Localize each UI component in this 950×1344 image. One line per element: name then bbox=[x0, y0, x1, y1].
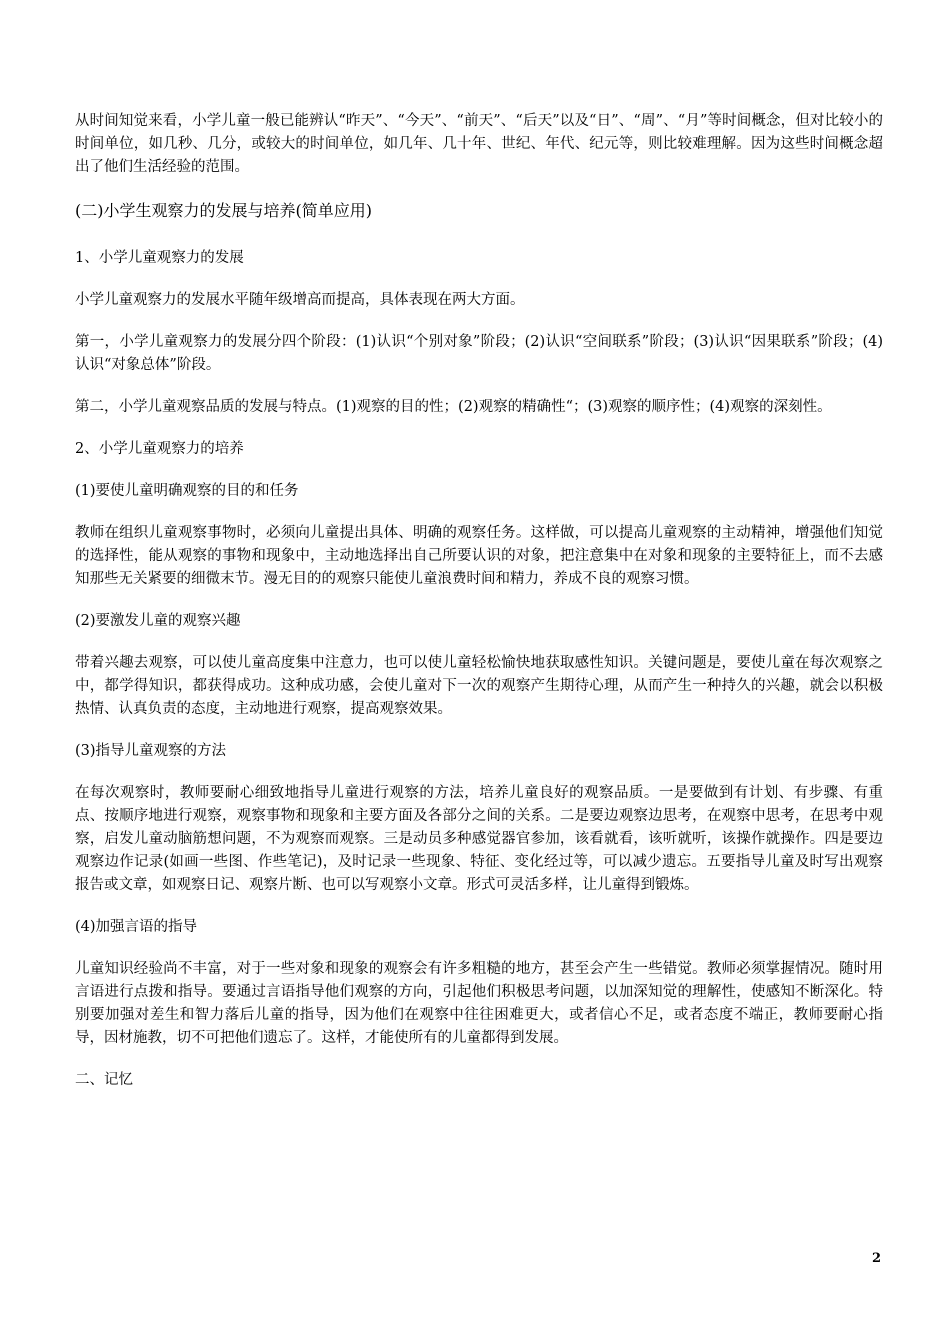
subheading-interest: (2)要激发儿童的观察兴趣 bbox=[75, 613, 241, 629]
subheading-purpose-task: (1)要使儿童明确观察的目的和任务 bbox=[75, 483, 299, 499]
language-guidance-paragraph: 儿童知识经验尚不丰富，对于一些对象和现象的观察会有许多粗糙的地方，甚至会产生一些错觉。教师必须掌握情况。随时用言语进行点拨和指导。要通过言语指导他们观察的方向，引起他们积极思考问题，以加深知觉的理解性，使感知不断深化。特别要加强对差生和智力落后儿童的指导，因为他们在观察中往往困难更大，或者信心不足，或者态度不端正，教师要耐心指导，因材施教，切不可把他们遗忘了。这样，才能使所有的儿童都得到发展。 bbox=[75, 961, 883, 1046]
observation-qualities-paragraph: 第二，小学儿童观察品质的发展与特点。(1)观察的目的性；(2)观察的精确性“；(3)观察的顺序性；(4)观察的深刻性。 bbox=[75, 399, 832, 415]
subheading-observation-cultivation: 2、小学儿童观察力的培养 bbox=[75, 441, 244, 457]
intro-time-perception-paragraph: 从时间知觉来看，小学儿童一般已能辨认“昨天”、“今天”、“前天”、“后天”以及“日”、“周”、“月”等时间概念，但对比较小的时间单位，如几秒、几分，或较大的时间单位，如几年、几十年、世纪、年代、纪元等，则比较难理解。因为这些时间概念超出了他们生活经验的范围。 bbox=[75, 113, 883, 175]
page-number: 2 bbox=[872, 1251, 882, 1266]
subheading-observation-development: 1、小学儿童观察力的发展 bbox=[75, 250, 244, 266]
subheading-language-guidance: (4)加强言语的指导 bbox=[75, 919, 198, 935]
interest-paragraph: 带着兴趣去观察，可以使儿童高度集中注意力，也可以使儿童轻松愉快地获取感性知识。关键问题是，要使儿童在每次观察之中，都学得知识，都获得成功。这种成功感，会使儿童对下一次的观察产生期待心理，从而产生一种持久的兴趣，就会以积极热情、认真负责的态度，主动地进行观察，提高观察效果。 bbox=[75, 655, 883, 717]
document-page bbox=[75, 110, 883, 1111]
purpose-task-paragraph: 教师在组织儿童观察事物时，必须向儿童提出具体、明确的观察任务。这样做，可以提高儿童观察的主动精神，增强他们知觉的选择性，能从观察的事物和现象中，主动地选择出自己所要认识的对象，把注意集中在对象和现象的主要特征上，而不去感知那些无关紧要的细微末节。漫无目的的观察只能使儿童浪费时间和精力，养成不良的观察习惯。 bbox=[75, 525, 883, 587]
subheading-methods: (3)指导儿童观察的方法 bbox=[75, 743, 227, 759]
observation-stages-paragraph: 第一，小学儿童观察力的发展分四个阶段：(1)认识“个别对象”阶段；(2)认识“空间联系”阶段；(3)认识“因果联系”阶段；(4)认识“对象总体”阶段。 bbox=[75, 334, 883, 373]
methods-paragraph: 在每次观察时，教师要耐心细致地指导儿童进行观察的方法，培养儿童良好的观察品质。一是要做到有计划、有步骤、有重点、按顺序地进行观察，观察事物和现象和主要方面及各部分之间的关系。二是要边观察边思考，在观察中思考，在思考中观察，启发儿童动脑筋想问题，不为观察而观察。三是动员多种感觉器官参加，该看就看，该听就听，该操作就操作。四是要边观察边作记录(如画一些图、作些笔记)，及时记录一些现象、特征、变化经过等，可以减少遗忘。五要指导儿童及时写出观察报告或文章，如观察日记、观察片断、也可以写观察小文章。形式可灵活多样，让儿童得到锻炼。 bbox=[75, 785, 883, 893]
section-heading-observation: (二)小学生观察力的发展与培养(简单应用) bbox=[75, 201, 372, 220]
subheading-memory: 二、记忆 bbox=[75, 1072, 133, 1088]
observation-development-summary: 小学儿童观察力的发展水平随年级增高而提高，具体表现在两大方面。 bbox=[75, 292, 525, 308]
